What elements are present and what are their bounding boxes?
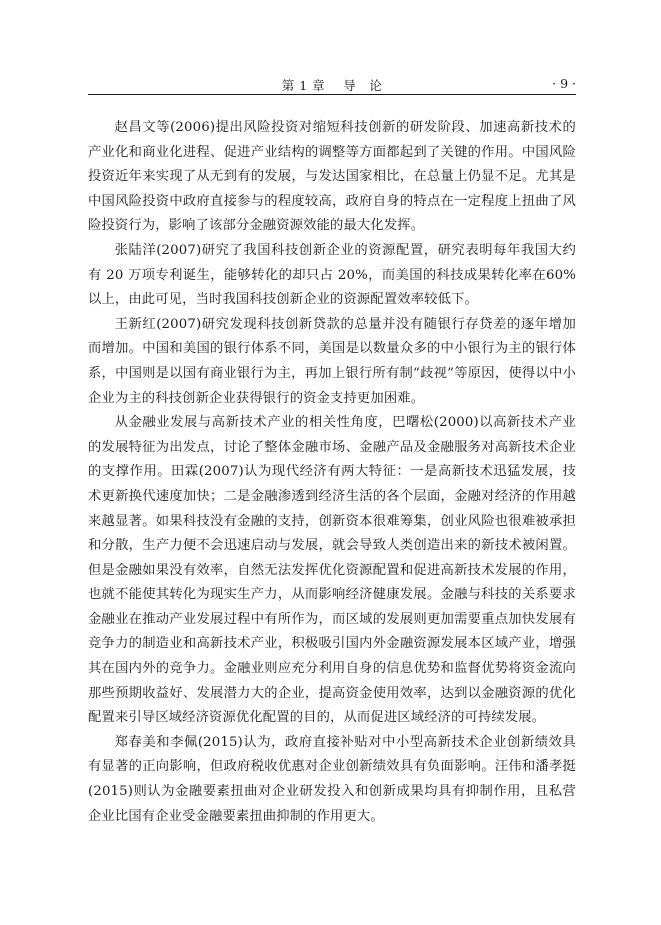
- page-number: · 9 ·: [552, 76, 576, 91]
- chapter-number: 第 1 章: [281, 78, 326, 93]
- chapter-heading: [88, 76, 576, 94]
- body-text: [88, 116, 576, 829]
- paragraph-zhang-luyang: 张陆洋(2007)研究了我国科技创新企业的资源配置，研究表明每年我国大约有 20 万项专利诞生，能够转化的却只占 20%，而美国的科技成果转化率在60%以上，由此可见，当时我国科技创新企业的资源配置效率较低下。: [88, 242, 576, 308]
- chapter-title: 导 论: [343, 78, 383, 93]
- paragraph-zhao-changwen: 赵昌文等(2006)提出风险投资对缩短科技创新的研发阶段、加速高新技术的产业化和商业化进程、促进产业结构的调整等方面都起到了关键的作用。中国风险投资近年来实现了从无到有的发展，与发达国家相比，在总量上仍显不足。尤其是中国风险投资中政府直接参与的程度较高，政府自身的特点在一定程度上扭曲了风险投资行为，影响了该部分金融资源效能的最大化发挥。: [88, 120, 576, 234]
- paragraph-wang-xinhong: 王新红(2007)研究发现科技创新贷款的总量并没有随银行存贷差的逐年增加而增加。中国和美国的银行体系不同，美国是以数量众多的中小银行为主的银行体系，中国则是以国有商业银行为主，再加上银行所有制“歧视”等原因，使得以中小企业为主的科技创新企业获得银行的资金支持更加困难。: [88, 316, 576, 406]
- paragraph-zheng-chunmei: 郑春美和李佩(2015)认为，政府直接补贴对中小型高新技术企业创新绩效具有显著的正向影响，但政府税收优惠对企业创新绩效具有负面影响。汪伟和潘孝挺(2015)则认为金融要素扭曲对企业研发投入和创新成果均具有抑制作用，且私营企业比国有企业受金融要素扭曲抑制的作用更大。: [88, 734, 576, 824]
- running-header: [88, 74, 576, 95]
- paragraph-finance-hightech: 从金融业发展与高新技术产业的相关性角度，巴曙松(2000)以高新技术产业的发展特征为出发点，讨论了整体金融市场、金融产品及金融服务对高新技术企业的支撑作用。田霖(2007)认为现代经济有两大特征：一是高新技术迅猛发展，技术更新换代速度加快；二是金融渗透到经济生活的各个层面，金融对经济的作用越来越显著。如果科技没有金融的支持，创新资本很难筹集，创业风险也很难被承担和分散，生产力便不会迅速启动与发展，就会导致人类创造出来的新技术被闲置。但是金融如果没有效率，自然无法发挥优化资源配置和促进高新技术发展的作用，也就不能使其转化为现实生产力，从而影响经济健康发展。金融与科技的关系要求金融业在推动产业发展过程中有所作为，而区域的发展则更加需要重点加快发展有竞争力的制造业和高新技术产业，积极吸引国内外金融资源发展本区域产业，增强其在国内外的竞争力。金融业则应充分利用自身的信息优势和监督优势将资金流向那些预期收益好、发展潜力大的企业，提高资金使用效率，达到以金融资源的优化配置来引导区域经济资源优化配置的目的，从而促进区域经济的可持续发展。: [88, 415, 576, 726]
